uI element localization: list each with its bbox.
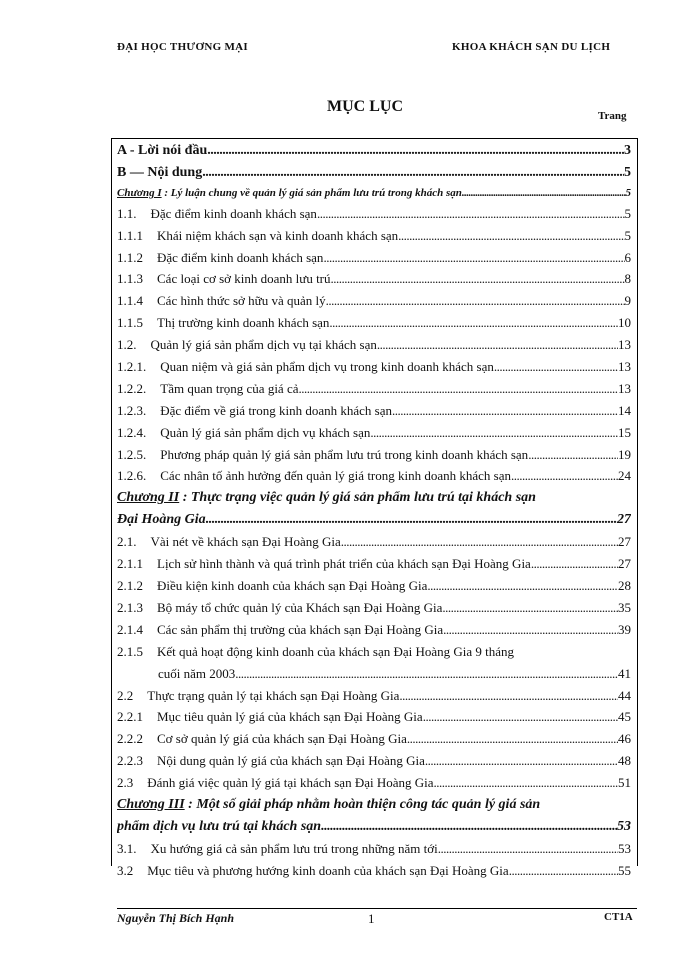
toc-entry-page: 9 bbox=[624, 293, 631, 309]
toc-entry-title: Quan niệm và giá sản phẩm dịch vụ trong kinh doanh khách sạn bbox=[160, 359, 494, 375]
toc-entry[interactable] bbox=[117, 425, 631, 447]
dot-leader bbox=[341, 534, 618, 550]
toc-entry[interactable] bbox=[117, 709, 631, 731]
toc-entry-number: 1.2.3. bbox=[117, 402, 147, 418]
toc-entry-number: 2.2 bbox=[117, 687, 134, 703]
chapter-3-page: 53 bbox=[617, 819, 631, 835]
dot-leader bbox=[299, 381, 619, 397]
toc-entry-number: 1.1.4 bbox=[117, 293, 143, 309]
header-university: ĐẠI HỌC THƯƠNG MẠI bbox=[117, 41, 248, 53]
toc-entry-number: 1.1.5 bbox=[117, 315, 143, 331]
toc-entry-number: 1.2.2. bbox=[117, 380, 147, 396]
toc-entry-title: Mục tiêu và phương hướng kinh doanh của khách sạn Đại Hoàng Gia bbox=[147, 862, 509, 878]
toc-entry-page: 44 bbox=[618, 687, 631, 703]
footer-divider bbox=[117, 908, 637, 909]
toc-entry[interactable] bbox=[117, 228, 631, 250]
dot-leader bbox=[423, 709, 618, 725]
toc-entry[interactable] bbox=[117, 381, 631, 403]
toc-entry-number: 2.1.3 bbox=[117, 600, 143, 616]
toc-entry-number: 2.1.1 bbox=[117, 556, 143, 572]
toc-entry-number: 2.1. bbox=[117, 534, 137, 550]
toc-entry[interactable] bbox=[117, 622, 631, 644]
toc-entry-page: 19 bbox=[618, 446, 631, 462]
toc-entry-number: 2.3 bbox=[117, 775, 134, 791]
toc-entry-number: 1.2.1. bbox=[117, 359, 147, 375]
page-title: MỤC LỤC bbox=[327, 98, 403, 115]
toc-entry-title: Lời nói đầu bbox=[138, 143, 208, 158]
toc-entry-number: 1.2. bbox=[117, 337, 137, 353]
toc-entry-title: Cơ sở quản lý giá của khách sạn Đại Hoàng Gia bbox=[157, 731, 407, 747]
toc-entry-title: Điều kiện kinh doanh của khách sạn Đại Hoàng Gia bbox=[157, 578, 428, 594]
toc-chapter-2[interactable] bbox=[117, 490, 631, 534]
dot-leader bbox=[438, 841, 618, 857]
dot-leader bbox=[427, 578, 618, 594]
toc-entry-page: 28 bbox=[618, 578, 631, 594]
toc-entry-page: 5 bbox=[624, 227, 631, 243]
item-2-1-5-page: 41 bbox=[618, 665, 631, 681]
toc-section-2 bbox=[117, 534, 631, 643]
toc-entry-title: Nội dung bbox=[147, 164, 203, 180]
toc-entry[interactable] bbox=[117, 187, 631, 206]
toc-entry-page: 5 bbox=[624, 164, 631, 180]
dot-leader bbox=[323, 250, 624, 266]
footer-class: CT1A bbox=[604, 911, 633, 923]
dot-leader bbox=[377, 337, 618, 353]
toc-entry[interactable] bbox=[117, 165, 631, 187]
toc-entry[interactable] bbox=[117, 315, 631, 337]
dot-leader bbox=[528, 447, 618, 463]
dot-leader bbox=[370, 425, 618, 441]
toc-chapter-3[interactable] bbox=[117, 797, 631, 841]
chapter-2-page: 27 bbox=[617, 512, 631, 528]
chapter-3-title: : Một số giải pháp nhằm hoàn thiện công tác quản lý giá sản bbox=[188, 797, 541, 813]
toc-entry-number: 1.2.4. bbox=[117, 424, 147, 440]
toc-entry-title: Các hình thức sở hữu và quản lý bbox=[157, 293, 326, 309]
dot-leader bbox=[531, 556, 618, 572]
dot-leader bbox=[317, 206, 625, 222]
toc-entry[interactable] bbox=[117, 250, 631, 272]
dot-leader bbox=[494, 359, 618, 375]
dot-leader bbox=[399, 688, 618, 704]
toc-entry[interactable] bbox=[117, 271, 631, 293]
toc-entry-page: 13 bbox=[618, 380, 631, 396]
toc-entry-page: 27 bbox=[618, 556, 631, 572]
toc-entry-page: 14 bbox=[618, 402, 631, 418]
toc-entry-title: Các nhân tố ảnh hưởng đến quản lý giá trong kinh doanh khách sạn bbox=[160, 468, 512, 484]
item-2-1-5-title: Kết quả hoạt động kinh doanh của khách sạn Đại Hoàng Gia 9 tháng bbox=[157, 643, 515, 659]
toc-entry-number: 1.2.6. bbox=[117, 468, 147, 484]
toc-entry-title: Tầm quan trọng của giá cả bbox=[160, 380, 299, 396]
toc-entry-page: 55 bbox=[618, 862, 631, 878]
toc-chapter-2-line1 bbox=[117, 490, 631, 512]
toc-entry[interactable] bbox=[117, 753, 631, 775]
toc-entry-page: 48 bbox=[618, 753, 631, 769]
toc-entry-title: Mục tiêu quản lý giá của khách sạn Đại Hoàng Gia bbox=[157, 709, 423, 725]
footer-author: Nguyễn Thị Bích Hạnh bbox=[117, 911, 235, 925]
toc-entry-title: Đặc điểm về giá trong kinh doanh khách sạn bbox=[160, 402, 393, 418]
toc-entry-page: 27 bbox=[618, 534, 631, 550]
toc-entry-title: Thực trạng quản lý tại khách sạn Đại Hoàng Gia bbox=[147, 687, 400, 703]
toc-entry-title: Quản lý giá sản phẩm dịch vụ tại khách sạn bbox=[150, 337, 377, 353]
toc-entry[interactable] bbox=[117, 293, 631, 315]
dot-leader bbox=[326, 293, 625, 309]
toc-entry-page: 3 bbox=[624, 143, 631, 158]
dot-leader bbox=[425, 753, 618, 769]
chapter-2-number: Chương II bbox=[117, 490, 180, 506]
item-2-1-5-title-cont: cuối năm 2003 bbox=[158, 665, 236, 681]
toc-entry[interactable] bbox=[117, 841, 631, 863]
toc-entry-title: : Lý luận chung về quản lý giá sản phẩm lưu trú trong khách sạn bbox=[164, 186, 462, 199]
toc-entry-number: Chương I bbox=[117, 186, 162, 199]
toc-entry-title: Đặc điểm kinh doanh khách sạn bbox=[157, 249, 324, 265]
toc-chapter-2-line2 bbox=[117, 512, 631, 534]
toc-entry-title: Xu hướng giá cả sản phẩm lưu trú trong những năm tới bbox=[150, 841, 438, 857]
toc-entry[interactable] bbox=[117, 600, 631, 622]
toc-entry[interactable] bbox=[117, 447, 631, 469]
toc-entry-page: 35 bbox=[618, 600, 631, 616]
item-2-1-5-number: 2.1.5 bbox=[117, 643, 143, 659]
chapter-3-title-cont: phẩm dịch vụ lưu trú tại khách sạn bbox=[117, 819, 322, 835]
toc-section-1 bbox=[117, 143, 631, 490]
toc-entry-number: 2.1.2 bbox=[117, 578, 143, 594]
toc-entry-title: Đặc điểm kinh doanh khách sạn bbox=[150, 205, 317, 221]
toc-entry-page: 53 bbox=[618, 841, 631, 857]
chapter-2-title-cont: Đại Hoàng Gia bbox=[117, 512, 206, 528]
toc-entry[interactable] bbox=[117, 403, 631, 425]
chapter-3-number: Chương III bbox=[117, 797, 185, 813]
toc-entry-title: Bộ máy tổ chức quản lý của Khách sạn Đại Hoàng Gia bbox=[157, 600, 443, 616]
dot-leader bbox=[207, 143, 624, 159]
dot-leader bbox=[511, 468, 618, 484]
toc-entry-page: 5 bbox=[624, 205, 631, 221]
page-column-label: Trang bbox=[598, 110, 627, 122]
toc-entry-page: 46 bbox=[618, 731, 631, 747]
toc-entry-number: 2.1.4 bbox=[117, 621, 143, 637]
toc-entry[interactable] bbox=[117, 688, 631, 710]
toc-entry-number: 1.1. bbox=[117, 205, 137, 221]
toc-entry-number: 1.1.1 bbox=[117, 227, 143, 243]
toc-entry[interactable] bbox=[117, 534, 631, 556]
dot-leader bbox=[398, 228, 624, 244]
toc-entry[interactable] bbox=[117, 578, 631, 600]
toc-entry[interactable] bbox=[117, 775, 631, 797]
toc-entry-title: Các sản phẩm thị trường của khách sạn Đại Hoàng Gia bbox=[157, 621, 444, 637]
toc-item-2-1-5[interactable] bbox=[117, 644, 631, 688]
toc-entry-title: Nội dung quản lý giá của khách sạn Đại Hoàng Gia bbox=[157, 753, 425, 769]
toc-entry-page: 6 bbox=[624, 249, 631, 265]
toc-entry-title: Các loại cơ sở kinh doanh lưu trú bbox=[157, 271, 331, 287]
dot-leader bbox=[329, 315, 618, 331]
toc-entry-number: 2.2.3 bbox=[117, 753, 143, 769]
toc-entry-page: 24 bbox=[618, 468, 631, 484]
toc-entry-title: Quản lý giá sản phẩm dịch vụ khách sạn bbox=[160, 424, 371, 440]
item-2-1-5-line1 bbox=[117, 644, 631, 666]
toc-entry-page: 15 bbox=[618, 424, 631, 440]
toc-entry-page: 10 bbox=[618, 315, 631, 331]
toc-entry-page: 13 bbox=[618, 337, 631, 353]
dot-leader bbox=[462, 187, 626, 199]
toc-entry-title: Vài nét về khách sạn Đại Hoàng Gia bbox=[150, 534, 341, 550]
toc-entry-page: 13 bbox=[618, 359, 631, 375]
toc-entry-number: A - bbox=[117, 143, 135, 158]
toc-entry-number: 1.2.5. bbox=[117, 446, 147, 462]
toc-entry[interactable] bbox=[117, 143, 631, 165]
toc-section-3 bbox=[117, 688, 631, 797]
toc-entry-page: 5 bbox=[625, 186, 631, 199]
toc-entry-number: 1.1.2 bbox=[117, 249, 143, 265]
toc-entry[interactable] bbox=[117, 206, 631, 228]
toc-entry-number: B — bbox=[117, 164, 144, 180]
toc-entry-title: Lịch sử hình thành và quá trình phát triển của khách sạn Đại Hoàng Gia bbox=[157, 556, 531, 572]
dot-leader bbox=[443, 622, 618, 638]
toc-entry[interactable] bbox=[117, 863, 631, 885]
toc-entry-title: Đánh giá việc quản lý giá tại khách sạn Đại Hoàng Gia bbox=[147, 775, 434, 791]
toc-entry[interactable] bbox=[117, 359, 631, 381]
dot-leader bbox=[407, 731, 618, 747]
dot-leader bbox=[392, 403, 618, 419]
toc-entry-number: 3.2 bbox=[117, 862, 134, 878]
toc-entry-page: 45 bbox=[618, 709, 631, 725]
toc-entry-number: 2.2.2 bbox=[117, 731, 143, 747]
toc-section-4 bbox=[117, 841, 631, 885]
dot-leader bbox=[434, 775, 618, 791]
toc-entry-page: 39 bbox=[618, 621, 631, 637]
toc-entry-page: 8 bbox=[624, 271, 631, 287]
toc-entry-number: 1.1.3 bbox=[117, 271, 143, 287]
footer-page-number: 1 bbox=[368, 911, 375, 926]
toc-chapter-3-line1 bbox=[117, 797, 631, 819]
toc-entry-number: 2.2.1 bbox=[117, 709, 143, 725]
toc-entry-title: Thị trường kinh doanh khách sạn bbox=[157, 315, 330, 331]
dot-leader bbox=[509, 863, 618, 879]
toc-entry[interactable] bbox=[117, 337, 631, 359]
toc-entry-title: Phương pháp quản lý giá sản phẩm lưu trú trong kinh doanh khách sạn bbox=[160, 446, 529, 462]
dot-leader bbox=[202, 165, 624, 181]
table-of-contents bbox=[117, 143, 631, 885]
header-faculty: KHOA KHÁCH SẠN DU LỊCH bbox=[452, 41, 611, 53]
item-2-1-5-line2 bbox=[117, 666, 631, 688]
toc-entry[interactable] bbox=[117, 731, 631, 753]
toc-entry-title: Khái niệm khách sạn và kinh doanh khách sạn bbox=[157, 227, 399, 243]
toc-entry[interactable] bbox=[117, 556, 631, 578]
dot-leader bbox=[442, 600, 618, 616]
toc-entry-page: 51 bbox=[618, 775, 631, 791]
toc-chapter-3-line2 bbox=[117, 819, 631, 841]
toc-entry[interactable] bbox=[117, 468, 631, 490]
dot-leader bbox=[331, 271, 625, 287]
toc-entry-number: 3.1. bbox=[117, 841, 137, 857]
chapter-2-title: : Thực trạng việc quản lý giá sản phẩm lưu trú tại khách sạn bbox=[182, 490, 536, 506]
